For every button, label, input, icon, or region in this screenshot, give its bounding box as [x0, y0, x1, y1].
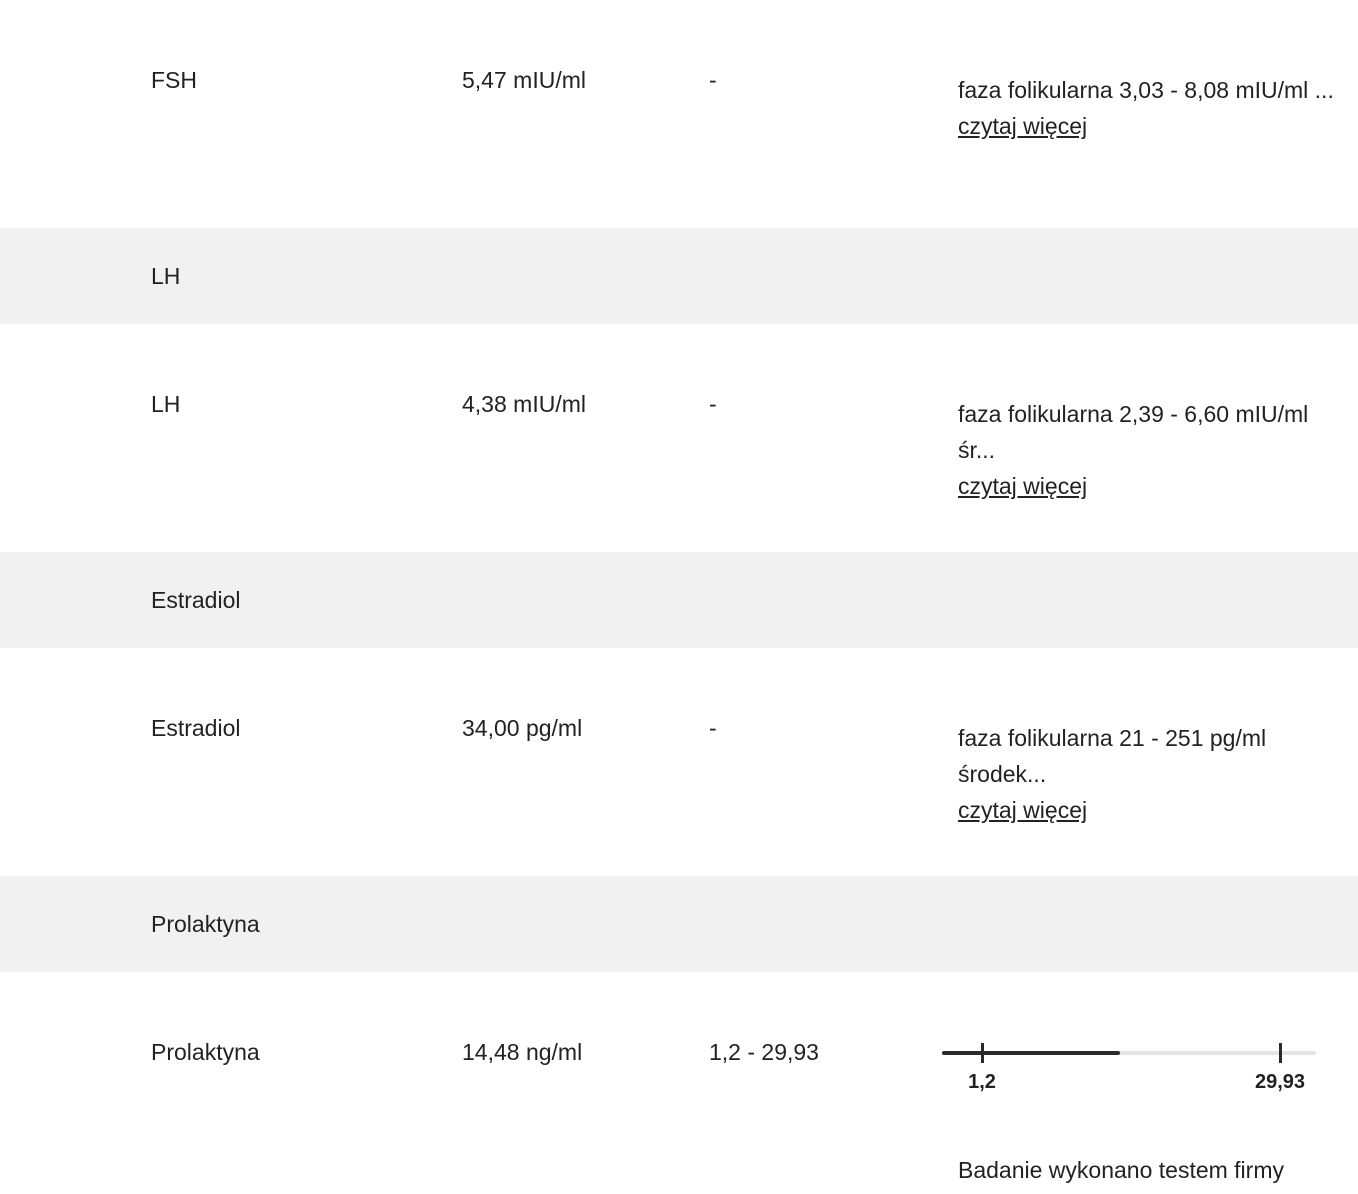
table-row-lh [0, 324, 1358, 552]
test-range: - [709, 715, 717, 741]
norm-description [958, 72, 1338, 144]
table-row-fsh [0, 0, 1358, 228]
group-header-lh [0, 228, 1358, 324]
norm-text: faza folikularna 21 - 251 pg/ml środek... [958, 725, 1267, 787]
table-row-prolaktyna [0, 972, 1358, 1194]
norm-description [958, 396, 1338, 504]
range-bar-result-fill [942, 1051, 1120, 1055]
reference-range-bar [942, 1041, 1316, 1101]
range-min-label: 1,2 [968, 1071, 996, 1093]
group-header-prolaktyna [0, 876, 1358, 972]
test-range: 1,2 - 29,93 [709, 1039, 819, 1065]
range-max-tick [1279, 1043, 1282, 1063]
test-value: 4,38 mIU/ml [462, 391, 586, 417]
test-name: FSH [151, 67, 197, 93]
group-header-estradiol [0, 552, 1358, 648]
test-value: 5,47 mIU/ml [462, 67, 586, 93]
group-title: Estradiol [151, 587, 241, 613]
test-name: Prolaktyna [151, 1039, 260, 1065]
test-range: - [709, 391, 717, 417]
test-value: 34,00 pg/ml [462, 715, 583, 741]
test-name: Estradiol [151, 715, 241, 741]
read-more-link[interactable]: czytaj więcej [958, 113, 1088, 139]
range-max-label: 29,93 [1254, 1071, 1306, 1093]
group-title: Prolaktyna [151, 911, 260, 937]
norm-description [958, 720, 1338, 828]
range-min-tick [981, 1043, 984, 1063]
read-more-link[interactable]: czytaj więcej [958, 473, 1088, 499]
test-range: - [709, 67, 717, 93]
norm-text: faza folikularna 3,03 - 8,08 mIU/ml ... [958, 77, 1334, 103]
norm-text: faza folikularna 2,39 - 6,60 mIU/ml śr... [958, 401, 1309, 463]
test-name: LH [151, 391, 181, 417]
group-title: LH [151, 263, 181, 289]
test-value: 14,48 ng/ml [462, 1039, 583, 1065]
read-more-link[interactable]: czytaj więcej [958, 797, 1088, 823]
table-row-estradiol [0, 648, 1358, 876]
method-footnote: Badanie wykonano testem firmy [958, 1157, 1284, 1183]
